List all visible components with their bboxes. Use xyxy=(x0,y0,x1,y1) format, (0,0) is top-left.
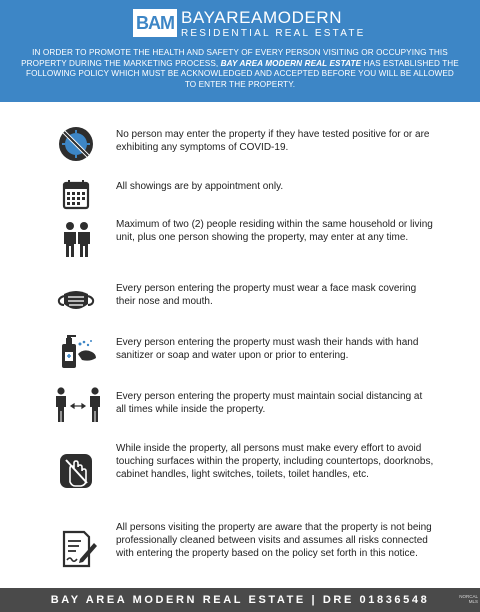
policy-text: All showings are by appointment only. xyxy=(116,181,284,192)
no-touch-icon xyxy=(54,452,102,492)
two-people-icon xyxy=(54,220,102,260)
logo-mark: BAM xyxy=(133,9,177,37)
brand-name: BAYAREAMODERN xyxy=(181,8,343,27)
intro-text-part2: HAS ESTABLISHED THE FOLLOWING POLICY WHICH MUST BE ACKNOWLEDGED AND ACCEPTED BEFORE YOU WILL BE ALLOWED TO ENTER THE PROPERTY. xyxy=(26,58,459,89)
policy-text: Every person entering the property must wear a face mask covering their nose and mouth. xyxy=(116,283,417,308)
mls-logo xyxy=(454,594,478,604)
policy-text: No person may enter the property if they have tested positive for or are exhibiting any symptoms of COVID-19. xyxy=(116,129,430,154)
policy-text: Every person entering the property must maintain social distancing at all times while inside the property. xyxy=(116,391,423,416)
policy-text: Maximum of two (2) people residing within the same household or living unit, plus one person showing the property, may enter at any time. xyxy=(116,219,433,244)
mls-logo-line2: MLS xyxy=(468,599,478,604)
policy-text: All persons visiting the property are aware that the property is not being professionally cleaned between visits and assumes all risks connected with entering the property based on the policy set forth in this notice. xyxy=(116,522,432,560)
calendar-icon xyxy=(54,176,102,216)
intro-text-part1: IN ORDER TO PROMOTE THE HEALTH AND SAFETY OF EVERY PERSON VISITING OR OCCUPYING THIS PROPERTY DURING THE MARKETING PROCESS, xyxy=(21,48,448,68)
policy-text: While inside the property, all persons must make every effort to avoid touching surfaces within the property, including countertops, doorknobs, cabinet handles, light switches, toilets, toilet handles, etc. xyxy=(116,443,434,481)
no-virus-icon xyxy=(54,124,102,164)
mls-logo-line1: NORCAL xyxy=(459,594,478,599)
header-banner xyxy=(0,0,480,102)
footer-text: BAY AREA MODERN REAL ESTATE | DRE 01836548 xyxy=(50,594,430,606)
signed-document-icon xyxy=(54,529,102,569)
footer-bar xyxy=(0,588,480,612)
policy-text: Every person entering the property must wash their hands with hand sanitizer or soap and water upon or prior to entering. xyxy=(116,337,419,362)
brand-logo xyxy=(0,7,480,39)
hand-sanitizer-icon xyxy=(54,332,102,372)
social-distance-icon xyxy=(54,386,102,426)
brand-subtitle: RESIDENTIAL REAL ESTATE xyxy=(181,28,366,39)
intro-emphasis: BAY AREA MODERN REAL ESTATE xyxy=(220,58,362,68)
face-mask-icon xyxy=(54,280,102,320)
intro-statement xyxy=(20,48,460,90)
